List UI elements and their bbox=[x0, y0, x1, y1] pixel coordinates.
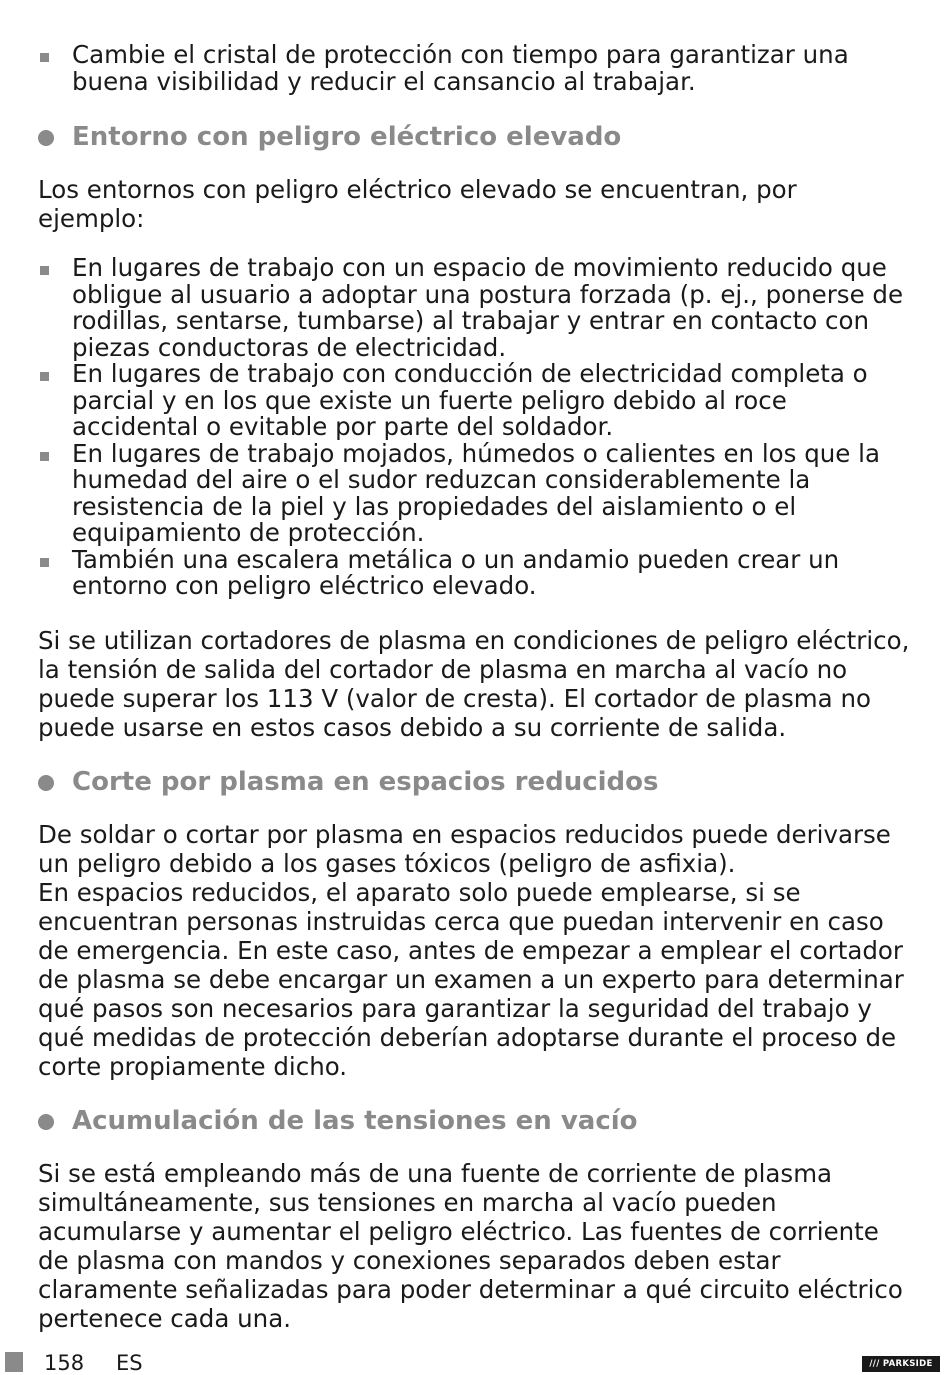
list-item: En lugares de trabajo mojados, húmedos o calientes en los que la humedad del aire o el sudor reduzcan considerablemente la resistencia de la piel y las propiedades del aislamiento o el equipamiento de protección. bbox=[38, 441, 910, 547]
confined-paragraph-1: De soldar o cortar por plasma en espacios reducidos puede derivarse un peligro debido a los gases tóxicos (peligro de asfixia). bbox=[38, 819, 891, 878]
square-bullet-icon bbox=[40, 266, 49, 275]
square-bullet-icon bbox=[40, 53, 49, 62]
list-item: En lugares de trabajo con un espacio de movimiento reducido que obligue al usuario a adoptar una postura forzada (p. ej., ponerse de rodillas, sentarse, tumbarse) al trabajar y entrar en contacto con piezas conductoras de electricidad. bbox=[38, 255, 910, 361]
section-heading-electric-hazard: Entorno con peligro eléctrico elevado bbox=[38, 121, 910, 153]
voltage-paragraph: Si se está empleando más de una fuente de corriente de plasma simultáneamente, sus tensiones en marcha al vacío pueden acumularse y aumentar el peligro eléctrico. Las fuentes de corriente de plasma con mandos y conexiones separados deben estar claramente señalizadas para poder determinar a qué circuito eléctrico pertenece cada una. bbox=[38, 1158, 903, 1333]
round-bullet-icon bbox=[38, 130, 54, 146]
page-footer bbox=[0, 1352, 950, 1374]
parkside-logo: /// PARKSIDE bbox=[862, 1356, 940, 1372]
section-heading-confined-spaces: Corte por plasma en espacios reducidos bbox=[38, 766, 910, 798]
list-item: También una escalera metálica o un andamio pueden crear un entorno con peligro eléctrico elevado. bbox=[38, 547, 910, 600]
list-item: En lugares de trabajo con conducción de electricidad completa o parcial y en los que existe un fuerte peligro debido al roce accidental o evitable por parte del soldador. bbox=[38, 361, 910, 441]
page-tab-marker bbox=[5, 1352, 23, 1372]
hazard-bullet-list bbox=[38, 255, 910, 600]
square-bullet-icon bbox=[40, 452, 49, 461]
confined-paragraph-2: En espacios reducidos, el aparato solo puede emplearse, si se encuentran personas instruidas cerca que puedan intervenir en caso de emergencia. En este caso, antes de empezar a emplear el cortador de plasma se debe encargar un examen a un experto para determinar qué pasos son necesarios para garantizar la seguridad del trabajo y qué medidas de protección deberían adoptarse durante el proceso de corte propiamente dicho. bbox=[38, 877, 904, 1081]
intro-bullet-list bbox=[38, 42, 910, 95]
section-heading-open-circuit-voltages: Acumulación de las tensiones en vacío bbox=[38, 1105, 910, 1137]
square-bullet-icon bbox=[40, 558, 49, 567]
list-item: Cambie el cristal de protección con tiempo para garantizar una buena visibilidad y reducir el cansancio al trabajar. bbox=[38, 42, 910, 95]
language-code: ES bbox=[116, 1351, 143, 1375]
section-intro-paragraph: Los entornos con peligro eléctrico elevado se encuentran, por ejemplo: bbox=[38, 175, 797, 233]
square-bullet-icon bbox=[40, 372, 49, 381]
round-bullet-icon bbox=[38, 1114, 54, 1130]
section-closing-paragraph: Si se utilizan cortadores de plasma en condiciones de peligro eléctrico, la tensión de salida del cortador de plasma en marcha al vacío no puede superar los 113 V (valor de cresta). El cortador de plasma no puede usarse en estos casos debido a su corriente de salida. bbox=[38, 625, 910, 742]
round-bullet-icon bbox=[38, 775, 54, 791]
page-content bbox=[38, 42, 910, 1333]
page-number: 158 bbox=[44, 1351, 85, 1375]
